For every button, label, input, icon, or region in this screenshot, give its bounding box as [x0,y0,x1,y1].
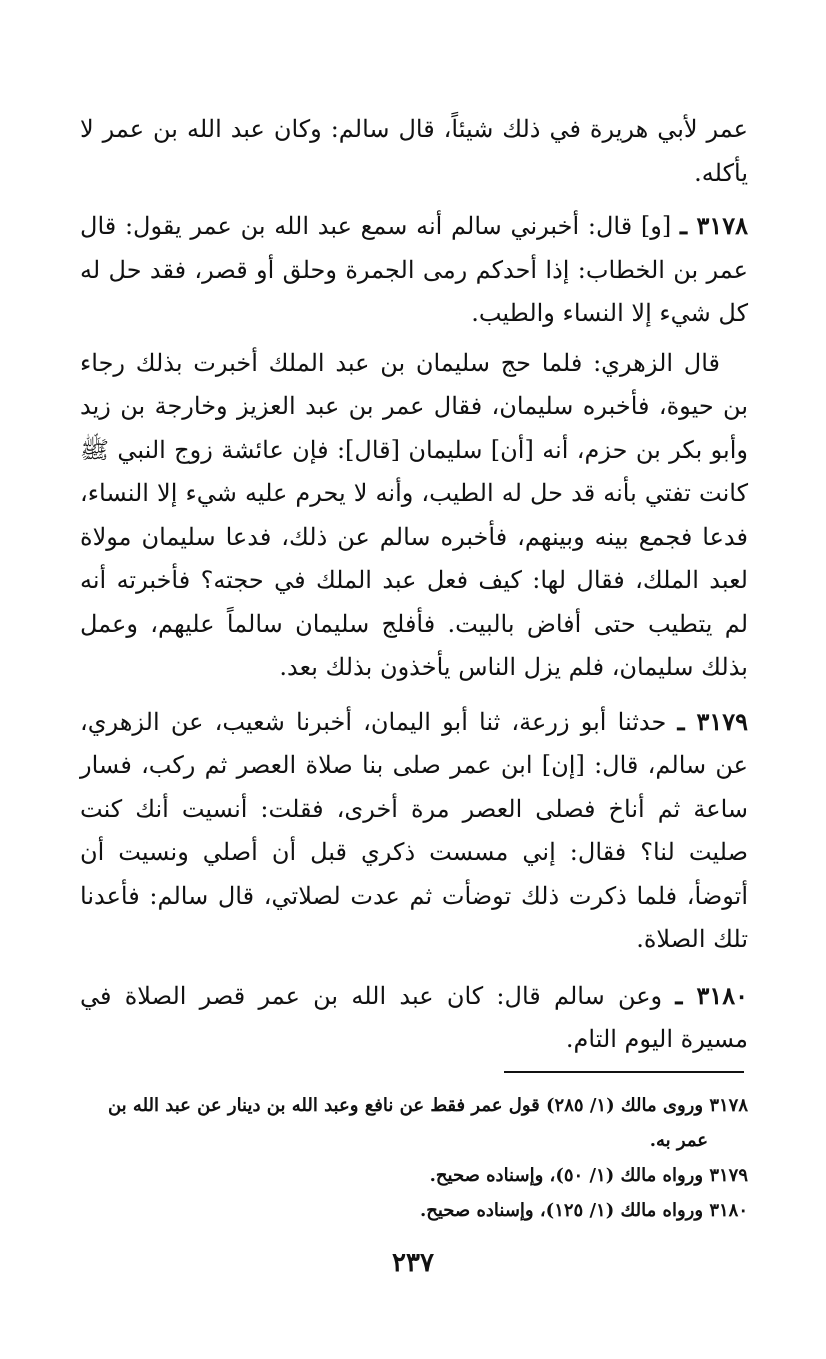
hadith-text-3179: حدثنا أبو زرعة، ثنا أبو اليمان، أخبرنا شعيب، عن الزهري، عن سالم، قال: [إن] ابن عمر صلى بنا صلاة العصر ثم ركب، فسار ساعة ثم أناخ فصلى العصر مرة أخرى، فقلت: أنسيت أنك كنت صليت لنا؟ فقال: إني مسست ذكري قبل أن أصلي ونسيت أن أتوضأ، فلما ذكرت ذلك توضأت ثم عدت لصلاتي، قال سالم: فأعدنا تلك الصلاة. [80,707,748,953]
footnote-3180: ٣١٨٠ ورواه مالك (١/ ١٢٥)، وإسناده صحيح. [419,1200,748,1221]
hadith-3180 [80,974,748,1062]
footnote-divider [504,1071,744,1073]
hadith-3178 [80,204,748,336]
hadith-number-3178: ٣١٧٨ ـ [679,211,748,240]
hadith-text-3178: [و] قال: أخبرني سالم أنه سمع عبد الله بن عمر يقول: قال عمر بن الخطاب: إذا أحدكم رمى الجمرة وحلق أو قصر، فقد حل له كل شيء إلا النساء والطيب. [80,212,748,327]
footnote-3178-line1: ٣١٧٨ وروى مالك (١/ ٢٨٥) قول عمر فقط عن نافع وعبد الله بن دينار عن عبد الله بن [107,1095,748,1116]
footnote-3179: ٣١٧٩ ورواه مالك (١/ ٥٠)، وإسناده صحيح. [429,1165,748,1186]
zuhri-paragraph: قال الزهري: فلما حج سليمان بن عبد الملك أخبرت بذلك رجاء بن حيوة، فأخبره سليمان، فقال عمر بن عبد العزيز وخارجة بن زيد وأبو بكر بن حزم، أنه [أن] سليمان [قال]: فإن عائشة زوج النبي ﷺ كانت تفتي بأنه قد حل له الطيب، وأنه لا يحرم عليه شيء إلا النساء، فدعا فجمع بينه وبينهم، فأخبره سالم عن ذلك، فدعا سليمان مولاة لعبد الملك، فقال لها: كيف فعل عبد الملك في حجته؟ فأخبرته أنه لم يتطيب حتى أفاض بالبيت. فأفلج سليمان سالماً عليهم، وعمل بذلك سليمان، فلم يزل الناس يأخذون بذلك بعد. [80,348,748,681]
page-number: ٢٣٧ [392,1248,434,1278]
main-text [80,108,748,1062]
footnote-3178 [80,1088,748,1158]
hadith-text-3180: وعن سالم قال: كان عبد الله بن عمر قصر الصلاة في مسيرة اليوم التام. [80,981,748,1053]
footnotes [80,1088,748,1228]
hadith-number-3179: ٣١٧٩ ـ [677,706,748,736]
hadith-number-3180: ٣١٨٠ ـ [675,980,748,1010]
hadith-3179 [80,700,748,962]
footnote-3178-line2: عمر به. [649,1130,708,1151]
continuation-paragraph: عمر لأبي هريرة في ذلك شيئاً، قال سالم: وكان عبد الله بن عمر لا يأكله. [80,115,748,187]
